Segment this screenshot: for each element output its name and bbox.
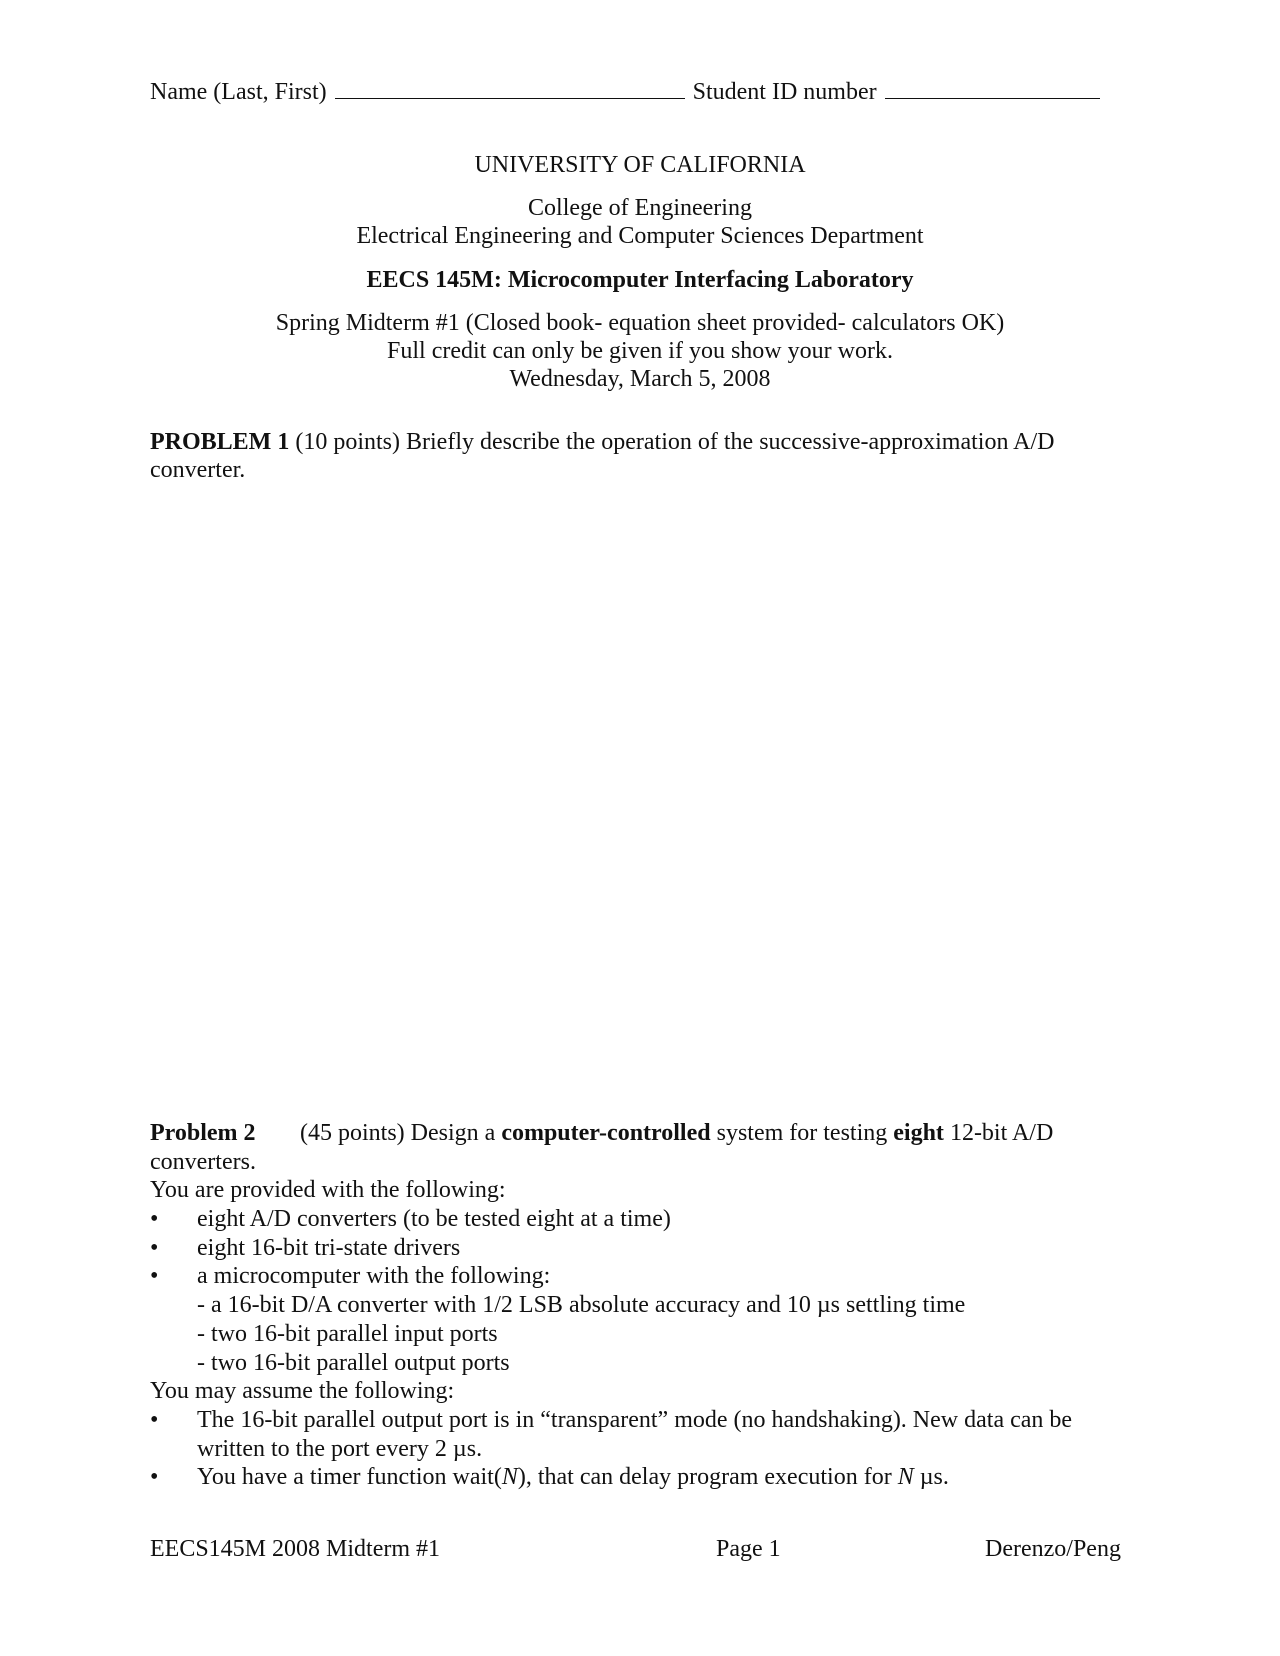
exam-date: Wednesday, March 5, 2008 bbox=[509, 366, 771, 392]
footer-course: EECS145M 2008 Midterm #1 bbox=[150, 1536, 441, 1562]
bullet-icon: • bbox=[150, 1464, 159, 1491]
assume-item-1-line-2: written to the port every 2 µs. bbox=[197, 1435, 483, 1462]
assume-item-1-line-1: The 16-bit parallel output port is in “transparent” mode (no handshaking). New data can be bbox=[197, 1406, 1073, 1433]
problem-1 bbox=[150, 428, 1110, 484]
problem-2-intro-bold-2: eight bbox=[893, 1120, 944, 1146]
footer-page-number: Page 1 bbox=[716, 1536, 781, 1562]
list-item bbox=[150, 1463, 1125, 1492]
footer-authors: Derenzo/Peng bbox=[985, 1536, 1121, 1562]
problem-2-intro-continued: converters. bbox=[150, 1148, 256, 1175]
microcomputer-item: - two 16-bit parallel input ports bbox=[197, 1320, 498, 1347]
course-title: EECS 145M: Microcomputer Interfacing Laboratory bbox=[366, 267, 914, 293]
microcomputer-item: - two 16-bit parallel output ports bbox=[197, 1349, 510, 1376]
exam-info: Spring Midterm #1 (Closed book- equation sheet provided- calculators OK) bbox=[275, 310, 1005, 336]
university-title: UNIVERSITY OF CALIFORNIA bbox=[474, 152, 806, 178]
problem-1-text: (10 points) Briefly describe the operation of the successive-approximation A/D converter. bbox=[150, 429, 1055, 483]
assume-item-2-var-2: N bbox=[897, 1464, 914, 1491]
student-id-label: Student ID number bbox=[692, 79, 877, 105]
student-id-blank bbox=[885, 76, 1100, 99]
provided-heading: You are provided with the following: bbox=[150, 1177, 506, 1204]
problem-2 bbox=[150, 1119, 1125, 1492]
list-item bbox=[150, 1234, 1125, 1263]
provided-item-text: a microcomputer with the following: bbox=[197, 1263, 551, 1290]
problem-2-heading bbox=[150, 1119, 1125, 1148]
assume-item-2-c: µs. bbox=[913, 1464, 949, 1491]
assume-heading: You may assume the following: bbox=[150, 1378, 455, 1405]
assume-item-2-b: ), that can delay program execution for bbox=[517, 1464, 898, 1491]
provided-item-text: eight A/D converters (to be tested eight at a time) bbox=[197, 1206, 671, 1233]
college-title: College of Engineering bbox=[528, 195, 752, 221]
assume-item-2-var-1: N bbox=[501, 1464, 518, 1491]
bullet-icon: • bbox=[150, 1406, 159, 1433]
header-line bbox=[150, 76, 1100, 106]
name-label: Name (Last, First) bbox=[150, 79, 327, 105]
name-blank bbox=[335, 76, 685, 99]
bullet-icon: • bbox=[150, 1263, 159, 1290]
problem-2-intro-b: system for testing bbox=[710, 1120, 894, 1146]
provided-item-text: eight 16-bit tri-state drivers bbox=[197, 1234, 461, 1261]
bullet-icon: • bbox=[150, 1206, 159, 1233]
problem-2-intro-bold-1: computer-controlled bbox=[501, 1120, 711, 1146]
list-item bbox=[150, 1406, 1125, 1435]
list-item bbox=[150, 1205, 1125, 1234]
list-item bbox=[150, 1262, 1125, 1291]
problem-2-intro-c: 12-bit A/D bbox=[943, 1120, 1054, 1146]
problem-2-label: Problem 2 bbox=[150, 1120, 256, 1146]
microcomputer-item: - a 16-bit D/A converter with 1/2 LSB absolute accuracy and 10 µs settling time bbox=[197, 1292, 966, 1319]
problem-2-intro-a: (45 points) Design a bbox=[300, 1120, 502, 1146]
assume-item-2-a: You have a timer function wait( bbox=[197, 1464, 502, 1491]
problem-1-label: PROBLEM 1 bbox=[150, 429, 290, 455]
department-title: Electrical Engineering and Computer Sciences Department bbox=[356, 223, 924, 249]
credit-note: Full credit can only be given if you show your work. bbox=[387, 338, 893, 364]
bullet-icon: • bbox=[150, 1234, 159, 1261]
